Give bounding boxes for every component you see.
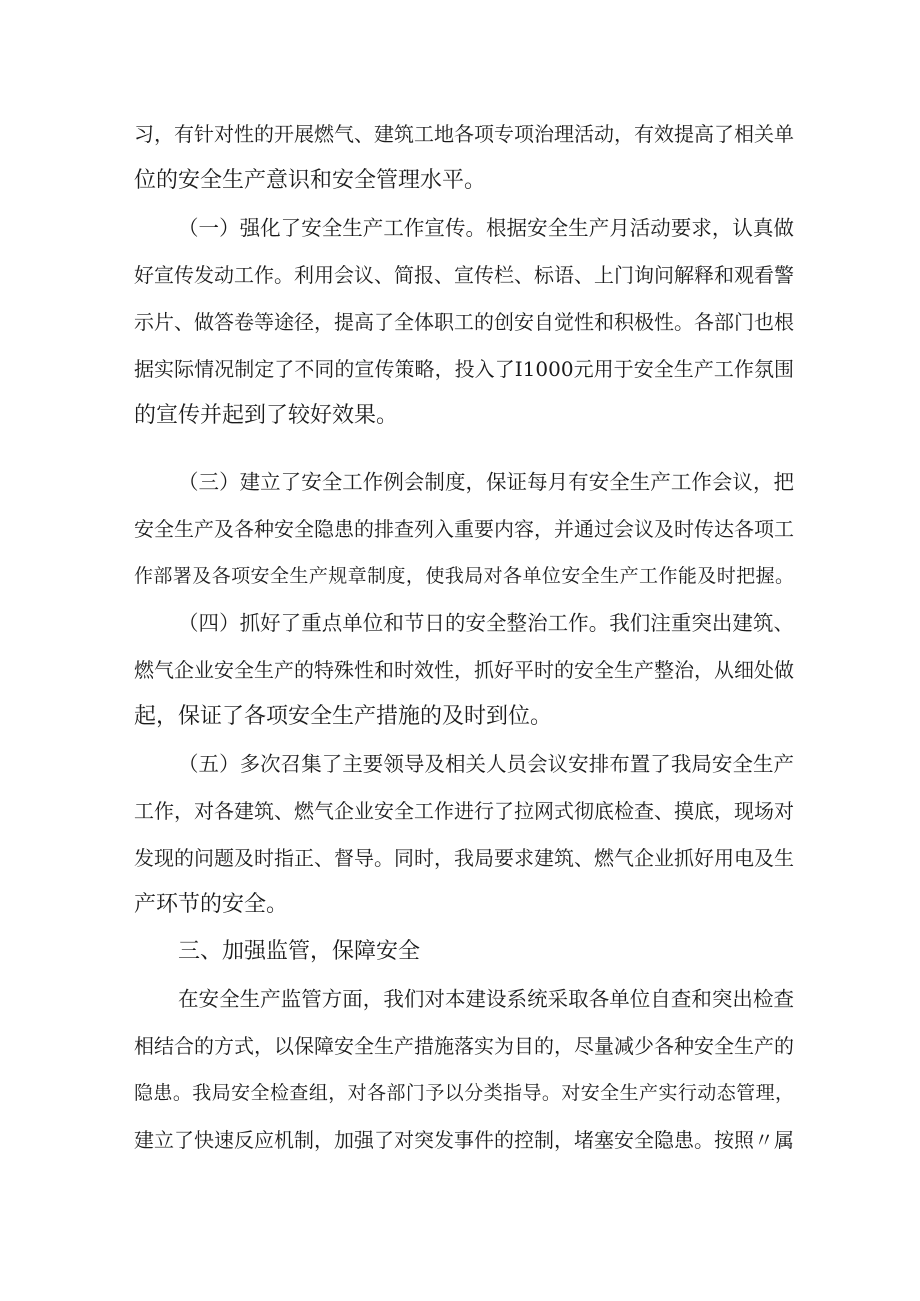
text-line: 示片、做答卷等途径，提高了全体职工的创安自觉性和积极性。各部门也根: [134, 310, 794, 334]
heading-text: 三、加强监管，保障安全: [178, 939, 421, 964]
text-line: 习，有针对性的开展燃气、建筑工地各项专项治理活动，有效提高了相关单: [134, 122, 794, 146]
text-line: 安全生产及各种安全隐患的排查列入重要内容，并通过会议及时传达各项工: [134, 517, 794, 541]
text-line: 工作，对各建筑、燃气企业安全工作进行了拉网式彻底检查、摸底，现场对: [134, 799, 794, 823]
text-line: 在安全生产监管方面，我们对本建设系统采取各单位自查和突出检查: [178, 987, 794, 1011]
text-line: 位的安全生产意识和安全管理水平。: [134, 168, 487, 193]
text-line: （四）抓好了重点单位和节日的安全整治工作。我们注重突出建筑、: [178, 611, 794, 635]
text-line: 隐患。我局安全检查组，对各部门予以分类指导。对安全生产实行动态管理，: [134, 1082, 794, 1104]
text-line: 据实际情况制定了不同的宣传策略，投入了I1000元用于安全生产工作氛围: [134, 357, 794, 381]
text-line: 燃气企业安全生产的特殊性和时效性，抓好平时的安全生产整治，从细处做: [134, 658, 794, 682]
text-line: 作部署及各项安全生产规章制度，使我局对各单位安全生产工作能及时把握。: [134, 565, 794, 587]
text-line: 起，保证了各项安全生产措施的及时到位。: [134, 704, 553, 729]
text-line: （一）强化了安全生产工作宣传。根据安全生产月活动要求，认真做: [178, 216, 794, 240]
text-line: 的宣传并起到了较好效果。: [134, 403, 399, 428]
text-line: 相结合的方式，以保障安全生产措施落实为目的，尽量减少各种安全生产的: [134, 1034, 794, 1058]
text-line: 产环节的安全。: [134, 892, 289, 917]
text-line: （五）多次召集了主要领导及相关人员会议安排布置了我局安全生产: [178, 752, 794, 776]
text-line: 建立了快速反应机制，加强了对突发事件的控制，堵塞安全隐患。按照〃属: [134, 1128, 794, 1152]
text-line: （三）建立了安全工作例会制度，保证每月有安全生产工作会议，把: [178, 470, 794, 494]
text-line: 好宣传发动工作。利用会议、简报、宣传栏、标语、上门询问解释和观看警: [134, 263, 794, 287]
text-line: 发现的问题及时指正、督导。同时，我局要求建筑、燃气企业抓好用电及生: [134, 846, 794, 870]
